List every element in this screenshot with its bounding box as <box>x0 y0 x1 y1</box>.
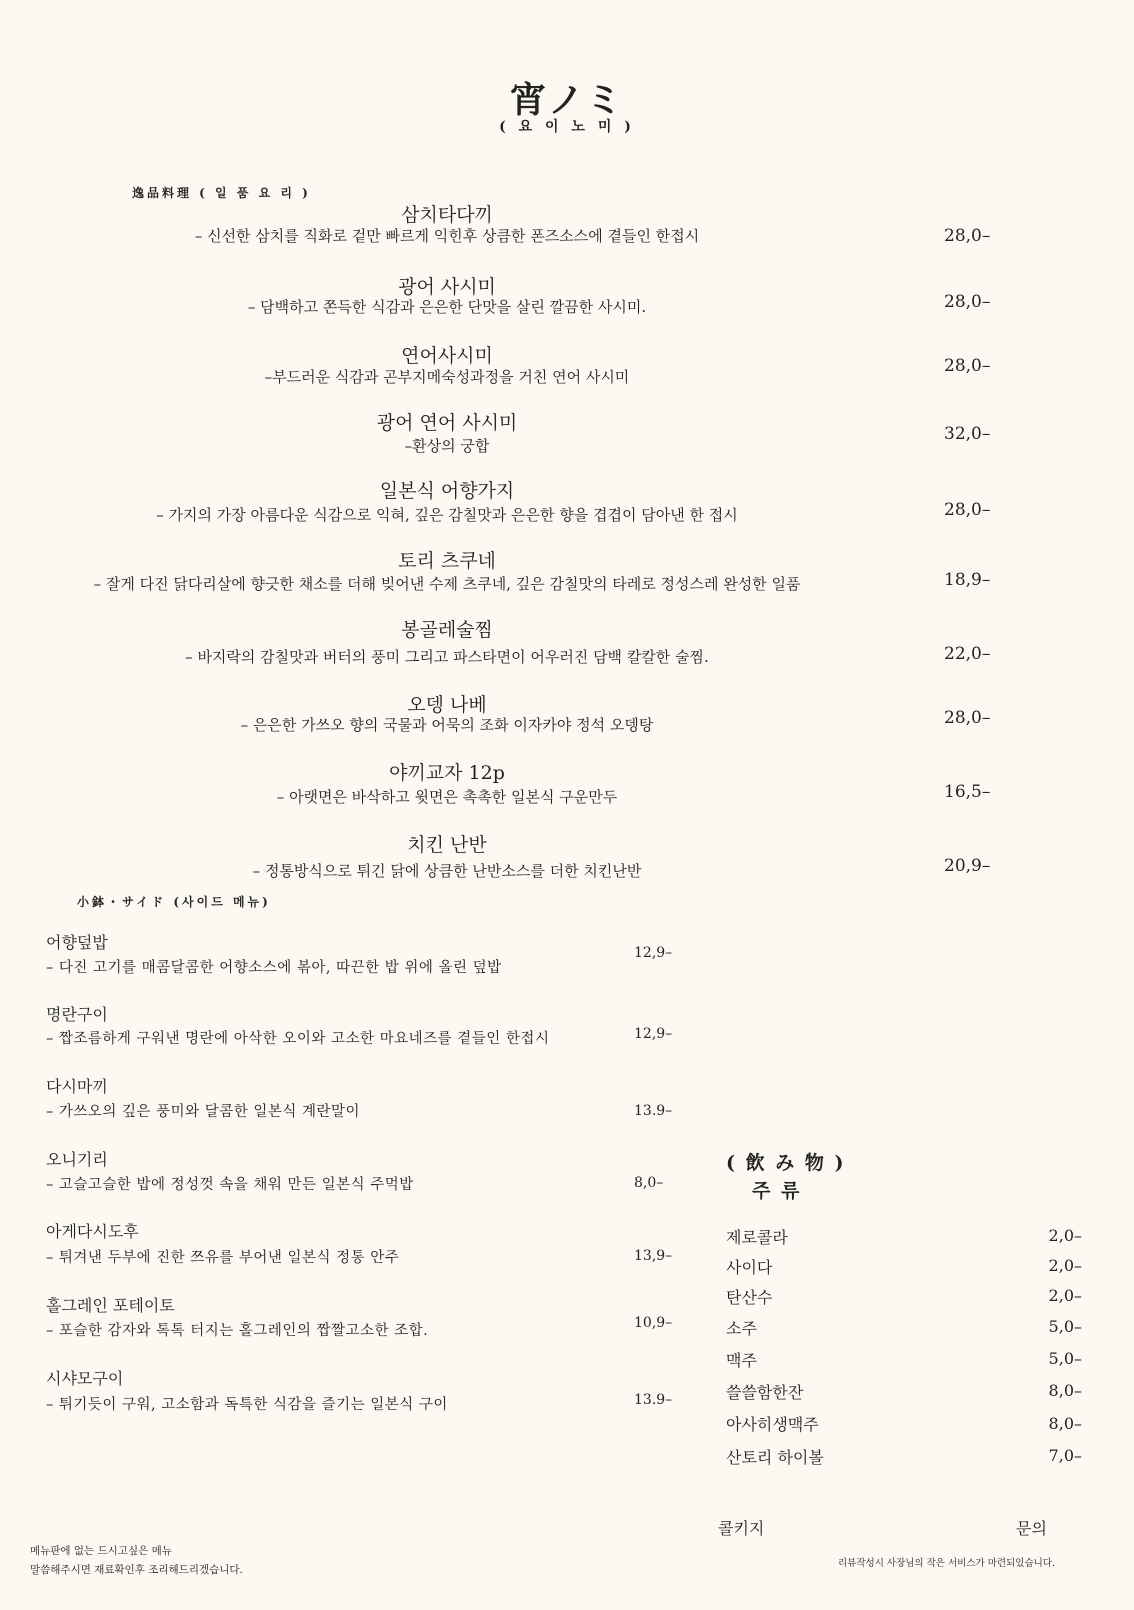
review-note: 리뷰작성시 사장님의 작은 서비스가 마련되있습니다. <box>838 1558 1055 1569</box>
side-dish-name: 다시마끼 <box>46 1077 108 1096</box>
main-dish-name: 삼치타다끼 <box>401 204 493 226</box>
side-dish-desc: – 포슬한 감자와 톡톡 터지는 홀그레인의 짭짤고소한 조합. <box>46 1323 429 1339</box>
drink-name: 사이다 <box>726 1258 773 1277</box>
main-dish-desc: – 은은한 가쓰오 향의 국물과 어묵의 조화 이자카야 정석 오뎅탕 <box>240 716 654 734</box>
main-dish-desc: –부드러운 식감과 곤부지메숙성과정을 거친 연어 사시미 <box>264 368 630 386</box>
main-dish-desc: – 아랫면은 바삭하고 윗면은 촉촉한 일본식 구운만두 <box>276 788 618 806</box>
main-section-label: 逸品料理 ( 일 품 요 리 ) <box>132 186 311 200</box>
drinks-title: ( 飲 み 物 ) <box>726 1152 846 1174</box>
side-dish-name: 어향덮밥 <box>46 933 108 952</box>
drink-price: 5,0– <box>1048 1317 1082 1336</box>
main-dish-price: 18,9– <box>944 570 991 590</box>
footer-note-line2: 말씀해주시면 재료확인후 조리해드리겠습니다. <box>30 1564 243 1576</box>
main-dish-price: 20,9– <box>944 856 991 876</box>
main-dish-price: 32,0– <box>944 424 991 444</box>
side-dish-desc: – 튀겨낸 두부에 진한 쯔유를 부어낸 일본식 정통 안주 <box>46 1250 400 1266</box>
side-dish-desc: – 가쓰오의 깊은 풍미와 달콤한 일본식 계란말이 <box>46 1104 361 1120</box>
side-dish-desc: – 짭조름하게 구워낸 명란에 아삭한 오이와 고소한 마요네즈를 곁들인 한접시 <box>46 1031 550 1047</box>
side-dish-price: 10,9– <box>634 1315 673 1331</box>
drink-price: 8,0– <box>1048 1414 1082 1433</box>
drink-price: 2,0– <box>1048 1256 1082 1275</box>
main-dish-price: 28,0– <box>944 226 991 246</box>
main-dish-name: 야끼교자 12p <box>389 762 505 784</box>
main-dish-price: 28,0– <box>944 356 991 376</box>
main-dish-name: 일본식 어향가지 <box>379 480 515 502</box>
drink-price: 8,0– <box>1048 1381 1082 1400</box>
drink-price: 2,0– <box>1048 1286 1082 1305</box>
side-section-label: 小鉢・サイド (사이드 메뉴) <box>77 895 271 909</box>
drink-price: 2,0– <box>1048 1226 1082 1245</box>
main-dish-price: 16,5– <box>944 782 991 802</box>
drink-name: 맥주 <box>726 1351 757 1370</box>
main-dish-name: 오뎅 나베 <box>407 694 487 716</box>
footer-note-line1: 메뉴판에 없는 드시고싶은 메뉴 <box>30 1545 172 1557</box>
main-dish-price: 22,0– <box>944 644 991 664</box>
corkage-label: 콜키지 <box>718 1519 765 1538</box>
side-dish-price: 13,9– <box>634 1248 673 1264</box>
main-dish-price: 28,0– <box>944 292 991 312</box>
inquiry-label: 문의 <box>1016 1519 1047 1538</box>
main-dish-name: 광어 연어 사시미 <box>376 412 518 434</box>
side-dish-name: 오니기리 <box>46 1150 108 1169</box>
drinks-subtitle: 주 류 <box>752 1180 802 1202</box>
side-dish-price: 13.9– <box>634 1392 673 1408</box>
side-dish-name: 홀그레인 포테이토 <box>46 1296 175 1315</box>
side-dish-desc: – 고슬고슬한 밥에 정성껏 속을 채워 만든 일본식 주먹밥 <box>46 1177 414 1193</box>
drink-name: 산토리 하이볼 <box>726 1448 824 1467</box>
drink-name: 소주 <box>726 1319 757 1338</box>
drink-name: 쓸쓸함한잔 <box>726 1383 804 1402</box>
main-dish-name: 토리 츠쿠네 <box>398 550 496 572</box>
drink-name: 탄산수 <box>726 1288 773 1307</box>
main-dish-desc: – 정통방식으로 튀긴 닭에 상큼한 난반소스를 더한 치킨난반 <box>252 862 642 880</box>
side-dish-desc: – 다진 고기를 매콤달콤한 어향소스에 볶아, 따끈한 밥 위에 올린 덮밥 <box>46 960 502 976</box>
main-dish-desc: – 가지의 가장 아름다운 식감으로 익혀, 깊은 감칠맛과 은은한 향을 겹겹이 담아낸 한 접시 <box>156 506 738 524</box>
side-dish-price: 13.9– <box>634 1103 673 1119</box>
main-dish-desc: – 바지락의 감칠맛과 버터의 풍미 그리고 파스타면이 어우러진 담백 칼칼한 술찜. <box>185 648 709 666</box>
main-dish-desc: –환상의 궁합 <box>404 437 490 455</box>
drink-price: 5,0– <box>1048 1349 1082 1368</box>
main-dish-desc: – 담백하고 쫀득한 식감과 은은한 단맛을 살린 깔끔한 사시미. <box>247 298 647 316</box>
menu-subtitle: ( 요 이 노 미 ) <box>499 119 635 135</box>
menu-title: 宵ノミ <box>509 79 624 121</box>
main-dish-name: 광어 사시미 <box>398 276 496 298</box>
side-dish-desc: – 튀기듯이 구워, 고소함과 독특한 식감을 즐기는 일본식 구이 <box>46 1397 448 1413</box>
side-dish-name: 명란구이 <box>46 1005 108 1024</box>
side-dish-price: 12,9– <box>634 945 673 961</box>
main-dish-price: 28,0– <box>944 708 991 728</box>
main-dish-desc: – 신선한 삼치를 직화로 겉만 빠르게 익힌후 상큼한 폰즈소스에 곁들인 한접시 <box>194 227 700 245</box>
side-dish-price: 8,0– <box>634 1175 664 1191</box>
main-dish-price: 28,0– <box>944 500 991 520</box>
drink-price: 7,0– <box>1048 1446 1082 1465</box>
main-dish-name: 연어사시미 <box>401 345 493 367</box>
main-dish-desc: – 잘게 다진 닭다리살에 향긋한 채소를 더해 빚어낸 수제 츠쿠네, 깊은 감칠맛의 타레로 정성스레 완성한 일품 <box>93 575 801 593</box>
main-dish-name: 치킨 난반 <box>407 834 487 856</box>
main-dish-name: 봉골레술찜 <box>401 619 493 641</box>
side-dish-name: 아게다시도후 <box>46 1222 139 1241</box>
drink-name: 아사히생맥주 <box>726 1415 819 1434</box>
side-dish-name: 시샤모구이 <box>46 1369 124 1388</box>
side-dish-price: 12,9– <box>634 1026 673 1042</box>
drink-name: 제로콜라 <box>726 1228 788 1247</box>
